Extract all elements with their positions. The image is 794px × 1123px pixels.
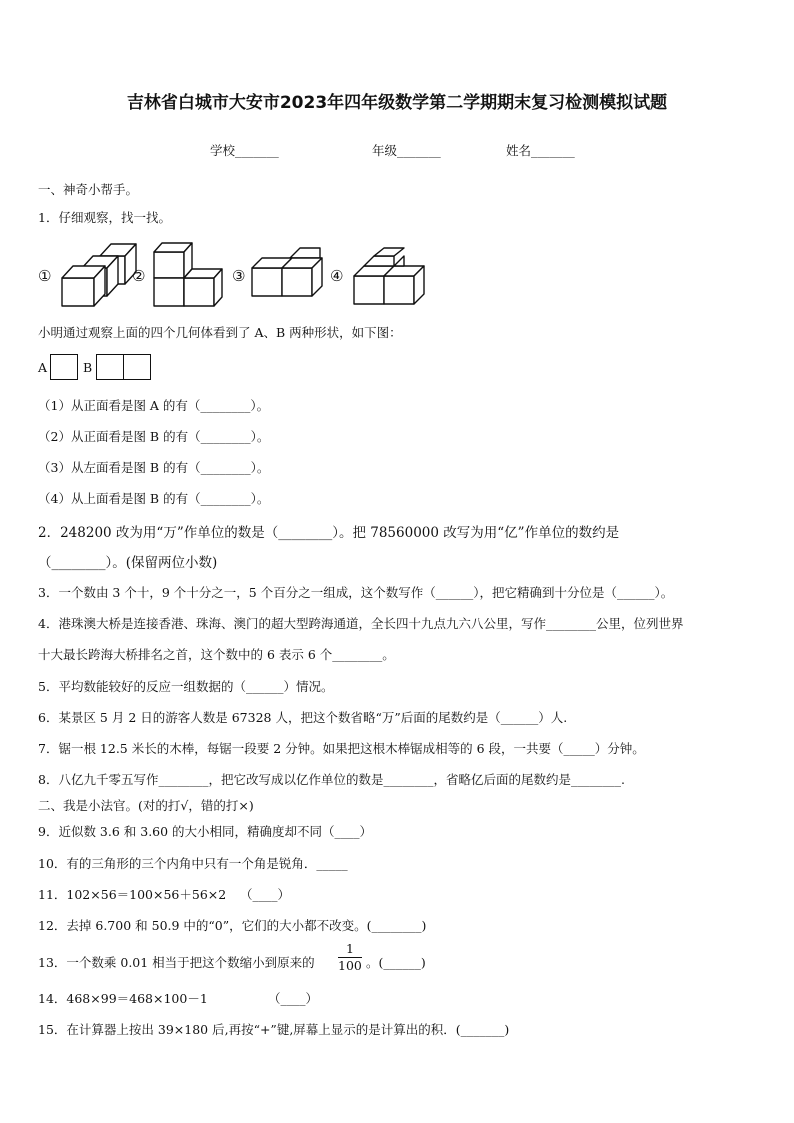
cube-figure-4 xyxy=(354,248,424,304)
question-14-expression: 14．468×99＝468×100－1 xyxy=(38,991,208,1006)
question-7: 7．锯一根 12.5 米长的木棒，每锯一段要 2 分钟。如果把这根木棒锯成相等的 6 段，一共要（_____）分钟。 xyxy=(38,741,645,756)
fraction-numerator: 1 xyxy=(338,941,362,958)
question-4-line-1: 4．港珠澳大桥是连接香港、珠海、澳门的超大型跨海通道，全长四十九点九六八公里，写作________公里，位列世界 xyxy=(38,616,684,631)
cube-figures xyxy=(36,238,436,310)
question-1-part-4: （4）从上面看是图 B 的有（________）。 xyxy=(38,491,270,506)
question-1: 1．仔细观察，找一找。 xyxy=(38,210,171,225)
section-1-heading: 一、神奇小帮手。 xyxy=(38,182,139,197)
question-13-text: 13．一个数乘 0.01 相当于把这个数缩小到原来的 xyxy=(38,955,315,970)
section-2-heading: 二、我是小法官。(对的打√，错的打×) xyxy=(38,798,254,813)
question-15: 15．在计算器上按出 39×180 后,再按“+”键,屏幕上显示的是计算出的积．(_______) xyxy=(38,1022,510,1037)
question-11-expression: 11．102×56＝100×56＋56×2 xyxy=(38,887,227,902)
question-2-line-1: 2．248200 改为用“万”作单位的数是（________）。把 78560000 改写为用“亿”作单位的数约是 xyxy=(38,525,620,541)
fraction-denominator: 100 xyxy=(338,958,362,973)
cube-figure-3 xyxy=(252,248,322,296)
cube-label-2: ② xyxy=(132,267,146,285)
shape-label-a: A xyxy=(38,360,48,375)
question-10: 10．有的三角形的三个内角中只有一个角是锐角．_____ xyxy=(38,856,348,871)
grade-field: 年级_______ xyxy=(372,143,441,158)
shape-label-b: B xyxy=(83,360,93,375)
cube-figure-2 xyxy=(154,243,222,306)
name-field: 姓名_______ xyxy=(506,143,575,158)
question-1-part-2: （2）从正面看是图 B 的有（________）。 xyxy=(38,429,270,444)
question-14-blank: （____） xyxy=(268,991,319,1006)
question-1-part-3: （3）从左面看是图 B 的有（________）。 xyxy=(38,460,270,475)
school-field: 学校_______ xyxy=(210,143,279,158)
question-8: 8．八亿九千零五写作________，把它改写成以亿作单位的数是________，省略亿后面的尾数约是________. xyxy=(38,772,625,787)
page-title: 吉林省白城市大安市2023年四年级数学第二学期期末复习检测模拟试题 xyxy=(126,93,668,113)
question-4-line-2: 十大最长跨海大桥排名之首，这个数中的 6 表示 6 个________。 xyxy=(38,647,395,662)
question-9: 9．近似数 3.6 和 3.60 的大小相同，精确度却不同（____） xyxy=(38,824,373,839)
question-13-fraction xyxy=(338,941,362,974)
cube-figure-1 xyxy=(62,244,136,306)
shape-b-square-right xyxy=(123,354,151,380)
question-12: 12．去掉 6.700 和 50.9 中的“0”，它们的大小都不改变。(________) xyxy=(38,918,427,933)
question-1-part-1: （1）从正面看是图 A 的有（________）。 xyxy=(38,398,270,413)
question-1-description: 小明通过观察上面的四个几何体看到了 A、B 两种形状，如下图： xyxy=(38,325,402,340)
question-5: 5．平均数能较好的反应一组数据的（______）情况。 xyxy=(38,679,334,694)
question-13-blank: 。(______) xyxy=(366,955,426,970)
shape-b-square-left xyxy=(96,354,124,380)
cube-label-4: ④ xyxy=(330,267,344,285)
question-6: 6．某景区 5 月 2 日的游客人数是 67328 人，把这个数省略“万”后面的尾数约是（______）人. xyxy=(38,710,568,725)
question-11-blank: （____） xyxy=(240,887,291,902)
question-3: 3．一个数由 3 个十，9 个十分之一，5 个百分之一组成，这个数写作（______），把它精确到十分位是（______）。 xyxy=(38,585,674,600)
cube-label-3: ③ xyxy=(232,267,246,285)
cube-label-1: ① xyxy=(38,267,52,285)
shape-a-square xyxy=(50,354,78,380)
question-2-line-2: （________）。(保留两位小数) xyxy=(38,555,218,571)
